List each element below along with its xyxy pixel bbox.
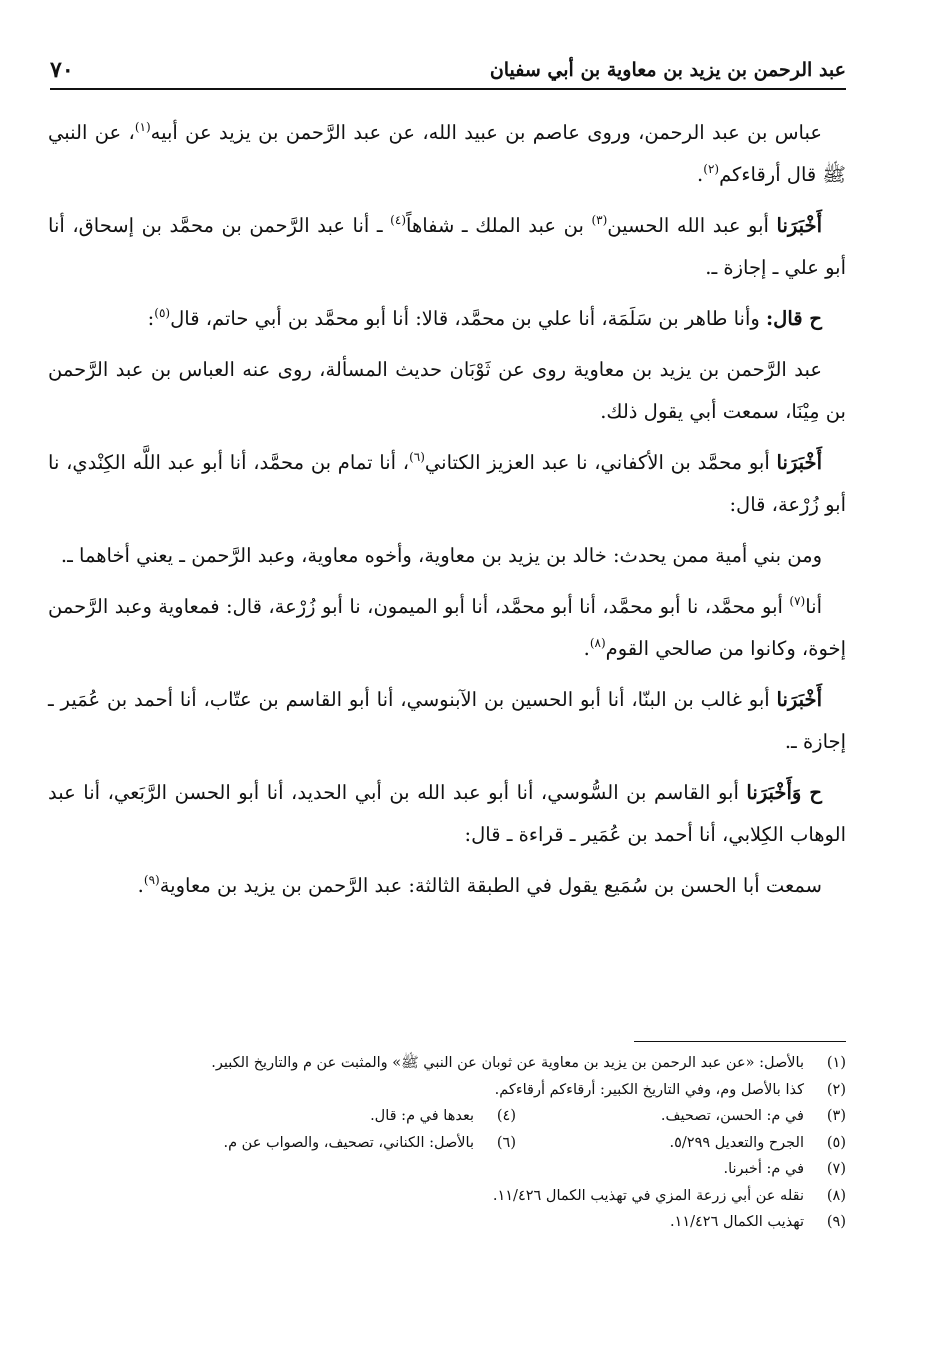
paragraph-text: عبد الرَّحمن بن يزيد بن معاوية روى عن ثَوْبَان حديث المسألة، روى عنه العباس بن عبد الرَّحمن بن مِيْنَا، سمعت أبي يقول ذلك. (48, 358, 846, 423)
footnote-row (50, 1130, 846, 1157)
paragraph (48, 865, 846, 907)
footnote-number: (٧) (826, 1161, 846, 1177)
footnote-number: (٣) (826, 1108, 846, 1124)
paragraph-text: أبو محمَّد، نا أبو محمَّد، أنا أبو محمَّد، أنا أبو الميمون، نا أبو زُرْعة، قال: فمعاوية وعبد الرَّحمن إخوة، وكانوا من صالحي القوم (48, 595, 846, 660)
footnote-ref: (٣) (591, 213, 608, 227)
paragraph-lead: أَخْبَرَنا (776, 214, 823, 237)
footnote-number: (٥) (826, 1134, 846, 1151)
footnote-ref: (٦) (409, 450, 425, 464)
paragraph-text: ، أنا تمام بن محمَّد، أنا أبو عبد اللَّه الكِنْدي، نا أبو زُرْعة، قال: (48, 451, 846, 516)
paragraph-text: ـ أنا عبد الرَّحمن بن محمَّد بن إسحاق، أنا أبو علي ـ إجازة ـ. (48, 214, 846, 279)
paragraph-text: عباس بن عبد الرحمن، وروى عاصم بن عبيد الله، عن عبد الرَّحمن بن يزيد عن أبيه (150, 121, 822, 144)
paragraph (48, 442, 846, 526)
paragraph-text: أنا (805, 595, 822, 618)
paragraph-text: بن عبد الملك ـ شفاهاً (406, 214, 592, 237)
page-number: ٧٠ (50, 57, 74, 83)
running-title: عبد الرحمن بن يزيد بن معاوية بن أبي سفيان (489, 59, 846, 81)
footnote-divider (634, 1041, 846, 1042)
main-text (48, 112, 846, 916)
footnote-text: كذا بالأصل وم، وفي التاريخ الكبير: أرقاءكم أرقاءكم. (494, 1081, 804, 1098)
paragraph-text: أبو عبد الله الحسين (607, 214, 777, 237)
footnote-ref: (٧) (789, 594, 806, 608)
paragraph-lead: أَخْبَرَنا (776, 451, 822, 474)
paragraph-text: : (147, 307, 155, 330)
paragraph (48, 772, 846, 856)
footnote-text: بالأصل: الكناني، تصحيف، والصواب عن م. (223, 1134, 474, 1151)
paragraph (48, 679, 846, 763)
paragraph-lead: أَخْبَرَنا (776, 688, 822, 711)
paragraph-text: ومن بني أمية ممن يحدث: خالد بن يزيد بن معاوية، وأخوه معاوية، وعبد الرَّحمن ـ يعني أخاهما ـ. (60, 544, 822, 567)
footnote-ref: (٢) (703, 162, 720, 176)
footnote-number: (٨) (826, 1187, 846, 1204)
footnote-text: نقله عن أبي زرعة المزي في تهذيب الكمال ١١/٤٢٦. (492, 1187, 804, 1204)
paragraph-text: . (137, 874, 144, 897)
footnote (50, 1209, 846, 1236)
paragraph-text: . (697, 163, 704, 186)
paragraph-text: أبو محمَّد بن الأكفاني، نا عبد العزيز الكتاني (424, 451, 777, 474)
paragraph-text: سمعت أبا الحسن بن سُمَيع يقول في الطبقة الثالثة: عبد الرَّحمن بن يزيد بن معاوية (159, 874, 822, 897)
paragraph-text: . (583, 637, 590, 660)
paragraph-text: ، عن النبي ﷺ قال أرقاءكم (48, 121, 846, 186)
footnote (516, 1130, 846, 1157)
footnote-text: بالأصل: «عن عبد الرحمن بن يزيد بن معاوية عن ثوبان عن النبي ﷺ» والمثبت عن م والتاريخ الكبير. (211, 1055, 804, 1071)
footnote-text: في م: الحسن، تصحيف. (660, 1108, 804, 1124)
paragraph (48, 586, 846, 670)
paragraph-lead: ح وَأَخْبَرَنا (746, 781, 822, 804)
footnote-ref: (٨) (589, 636, 606, 650)
paragraph (48, 349, 846, 433)
footnote-number: (٩) (826, 1214, 846, 1230)
footnote-ref: (٤) (390, 213, 406, 227)
paragraph (48, 298, 846, 340)
footnote (516, 1103, 846, 1130)
paragraph-text: وأنا طاهر بن سَلَمَة، أنا علي بن محمَّد، قالا: أنا أبو محمَّد بن أبي حاتم، قال (170, 307, 766, 330)
paragraph (48, 112, 846, 196)
footnote-number: (٤) (496, 1108, 516, 1124)
paragraph (48, 205, 846, 289)
paragraph (48, 535, 846, 577)
footnote-text: في م: أخبرنا. (723, 1161, 804, 1177)
footnote (50, 1077, 846, 1104)
footnote (50, 1183, 846, 1210)
footnote (223, 1130, 516, 1157)
footnote-row (50, 1103, 846, 1130)
footnote-number: (٦) (496, 1134, 516, 1151)
footnote-text: تهذيب الكمال ١١/٤٢٦. (669, 1214, 804, 1230)
footnote-ref: (١) (134, 120, 151, 134)
footnote-number: (٢) (826, 1081, 846, 1098)
footnote (50, 1156, 846, 1183)
footnote (50, 1050, 846, 1077)
footnote-text: الجرح والتعديل ٥/٢٩٩. (669, 1134, 804, 1151)
footnote-ref: (٩) (143, 873, 160, 887)
footnote-text: بعدها في م: قال. (370, 1108, 474, 1124)
footnotes (50, 1050, 846, 1236)
paragraph-lead: ح قال: (765, 307, 822, 330)
footnote-number: (١) (826, 1055, 846, 1071)
paragraph-text: أبو القاسم بن السُّوسي، أنا أبو عبد الله بن أبي الحديد، أنا أبو الحسن الرَّبَعي، أنا عبد الوهاب الكِلابي، أنا أحمد بن عُمَير ـ قراءة ـ قال: (48, 781, 846, 846)
footnote (370, 1103, 516, 1130)
running-header (50, 52, 846, 90)
paragraph-text: أبو غالب بن البنّا، أنا أبو الحسين بن الآبنوسي، أنا أبو القاسم بن عتّاب، أنا أحمد بن عُمَير ـ إجازة ـ. (48, 688, 846, 753)
footnote-ref: (٥) (154, 306, 171, 320)
